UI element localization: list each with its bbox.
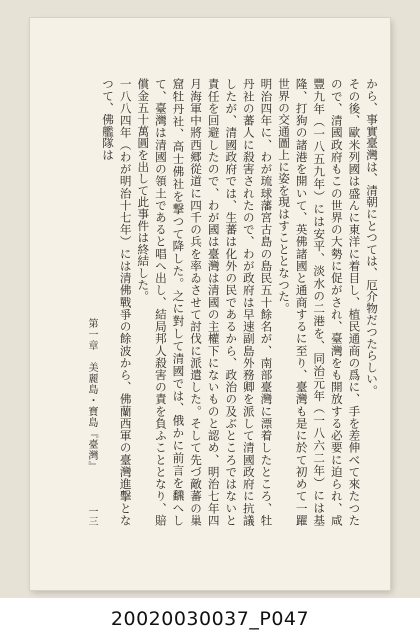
page-number: 一三 <box>86 506 97 526</box>
body-text <box>101 78 380 526</box>
paragraph: から、事實臺灣は、清朝にとつては、厄介物だつたらしい。 <box>365 78 379 397</box>
paragraph: 明治四年に、わが琉球藩宮古島の島民五十餘名が、南部臺灣に漂着したところ、牡丹社の蕃人に殺害されたので、わが政府は早速副島外務卿を派して清國政府に抗議したが、清國政府では、生蕃は化外の民であるから、政治の及ぶところではないと責任を回避したので、わが國は臺灣は清國の主權下にないものと認め、明治七年四月海軍中將西郷從道に四千の兵を率ゐさせて討伐に派遣した。そして先づ敵蕃の巢窟牡丹社、高士佛社を撃つて降した。之に對して清國では、俄かに前言を飜へして、臺灣は清國の領土であると唱へ出し、結局邦人殺害の責を負ふこととなり、賠償金五十萬圓を出して此事件は終結した。 <box>136 78 274 526</box>
paragraph: 一八八四年（わが明治十七年）には清佛戰爭の餘波から、佛蘭西軍の臺灣進擊となつて、佛艦隊は <box>101 78 133 526</box>
book-page <box>30 18 390 590</box>
paragraph: その後、歐米列國は盛んに東洋に着目し、植民通商の爲に、手を差伸べて來たつたので、清國政府もこの世界の大勢に促がされ、臺灣をも開放する必要に迫られ、咸豐九年（一八五九年）には安平、淡水の二港を、同治元年（一八六二年）には基隆、打狗の諸港を開いて、英佛諸國と通商するに至り、臺灣も是に於て初めて一躍世界の交通圖上に姿を現はすこととなつた。 <box>277 78 362 526</box>
running-footer-title: 第一章 美麗島・寶島『臺灣』 <box>86 318 97 472</box>
image-caption: 20020030037_P047 <box>110 608 310 630</box>
